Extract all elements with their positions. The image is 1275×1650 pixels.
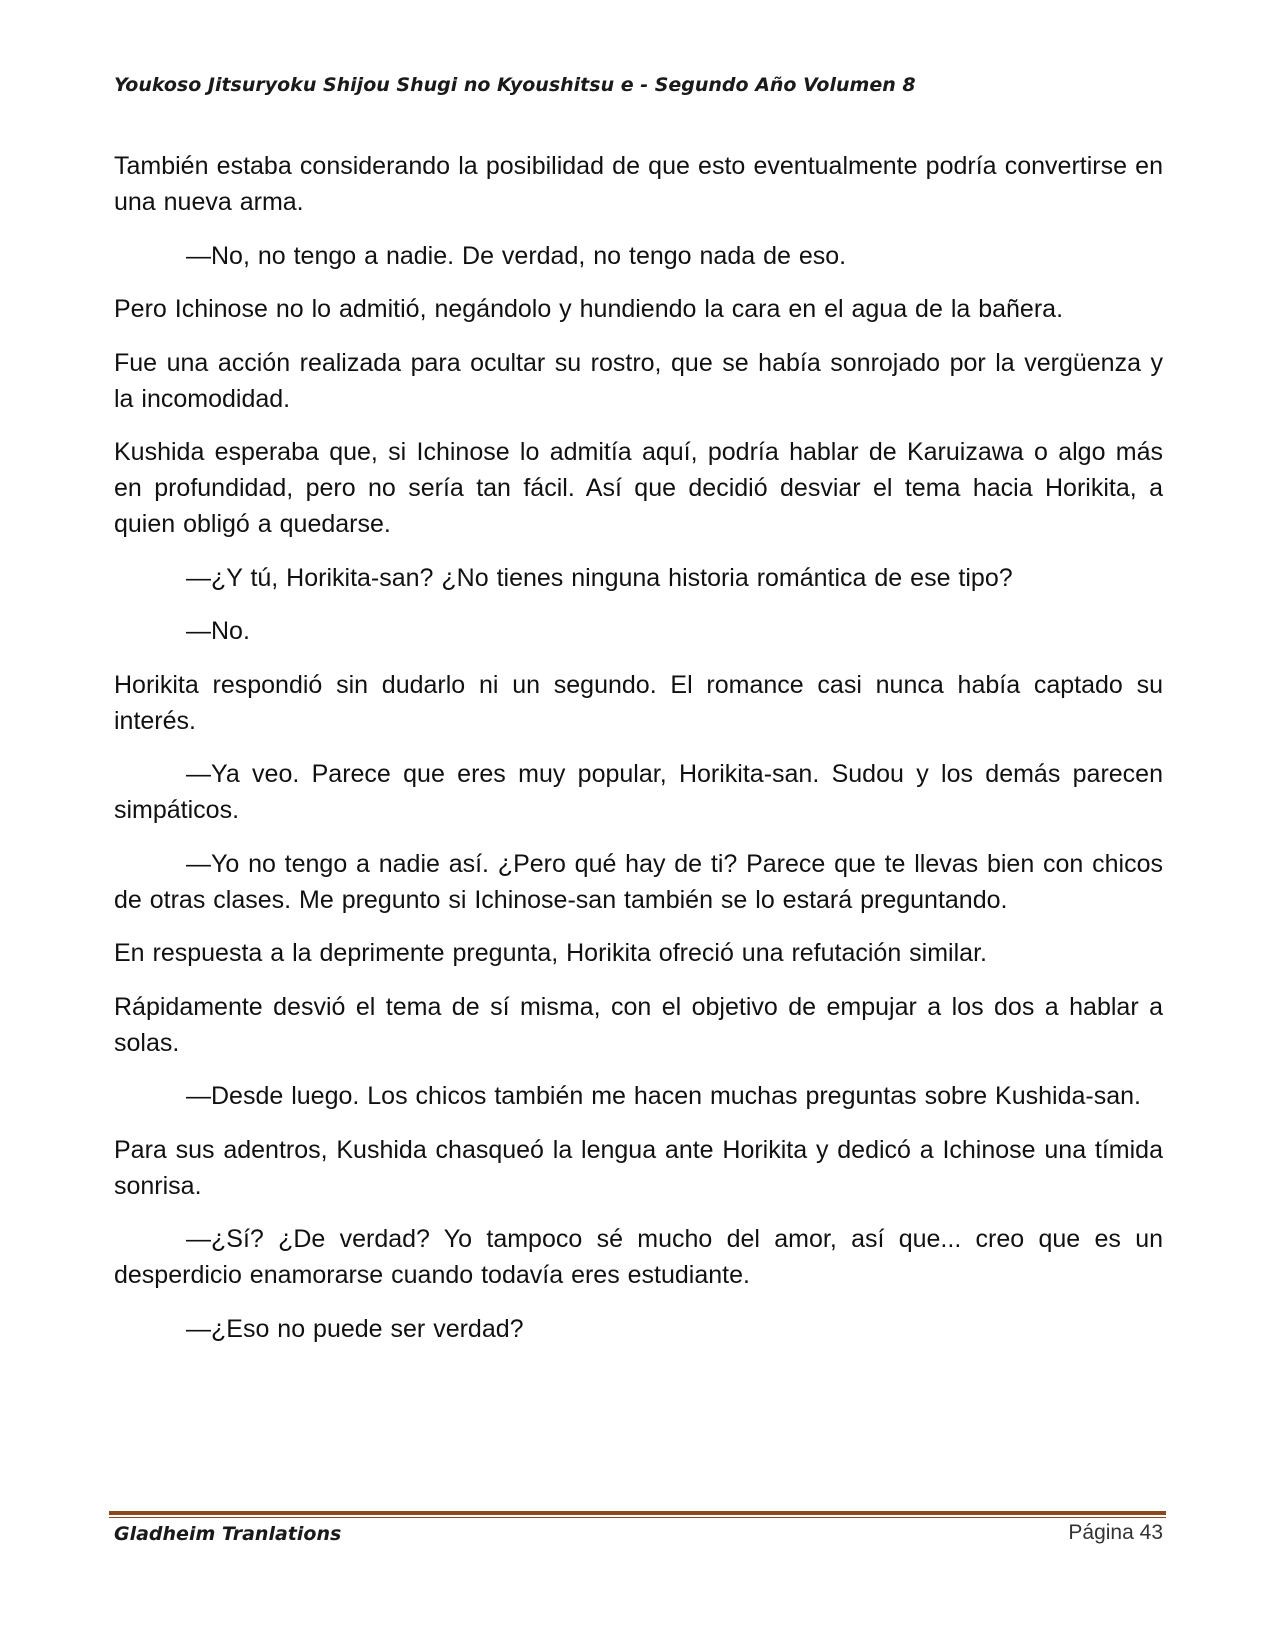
narration-paragraph: Rápidamente desvió el tema de sí misma, con el objetivo de empujar a los dos a hablar a solas. [114,992,1163,1057]
narration-paragraph: También estaba considerando la posibilidad de que esto eventualmente podría convertirse en una nueva arma. [114,152,1163,216]
dialogue-paragraph: —Ya veo. Parece que eres muy popular, Horikita-san. Sudou y los demás parecen simpáticos. [114,760,1163,824]
footer-divider [109,1511,1166,1518]
narration-paragraph: Pero Ichinose no lo admitió, negándolo y hundiendo la cara en el agua de la bañera. [114,295,1064,323]
narration-paragraph: Para sus adentros, Kushida chasqueó la lengua ante Horikita y dedicó a Ichinose una tímida sonrisa. [114,1135,1163,1200]
narration-paragraph: Horikita respondió sin dudarlo ni un segundo. El romance casi nunca había captado su interés. [114,670,1163,735]
footer-divider-thin [109,1517,1166,1518]
page-label: Página [1068,1521,1134,1544]
footer-divider-thick [109,1511,1166,1515]
narration-paragraph: Kushida esperaba que, si Ichinose lo admitía aquí, podría hablar de Karuizawa o algo más en profundidad, pero no sería tan fácil. Así que decidió desviar el tema hacia Horikita, a quien obligó a quedarse. [114,438,1163,538]
running-header: Youkoso Jitsuryoku Shijou Shugi no Kyoushitsu e - Segundo Año Volumen 8 [114,74,916,96]
page-number-value: 43 [1139,1521,1163,1544]
dialogue-paragraph: —No, no tengo a nadie. De verdad, no tengo nada de eso. [186,241,847,270]
page-number [1068,1521,1163,1545]
footer-publisher: Gladheim Tranlations [114,1523,342,1545]
body-text [114,148,1163,1364]
dialogue-paragraph: —¿Eso no puede ser verdad? [186,1314,524,1343]
dialogue-paragraph: —No. [186,617,250,645]
narration-paragraph: Fue una acción realizada para ocultar su rostro, que se había sonrojado por la vergüenza y la incomodidad. [114,348,1163,413]
dialogue-paragraph: —¿Y tú, Horikita-san? ¿No tienes ninguna historia romántica de ese tipo? [186,563,1013,592]
narration-paragraph: En respuesta a la deprimente pregunta, Horikita ofreció una refutación similar. [114,939,987,967]
dialogue-paragraph: —¿Sí? ¿De verdad? Yo tampoco sé mucho del amor, así que... creo que es un desperdicio enamorarse cuando todavía eres estudiante. [114,1225,1163,1289]
dialogue-paragraph: —Yo no tengo a nadie así. ¿Pero qué hay de ti? Parece que te llevas bien con chicos de otras clases. Me pregunto si Ichinose-san también se lo estará preguntando. [114,849,1163,914]
dialogue-paragraph: —Desde luego. Los chicos también me hacen muchas preguntas sobre Kushida-san. [186,1082,1141,1110]
